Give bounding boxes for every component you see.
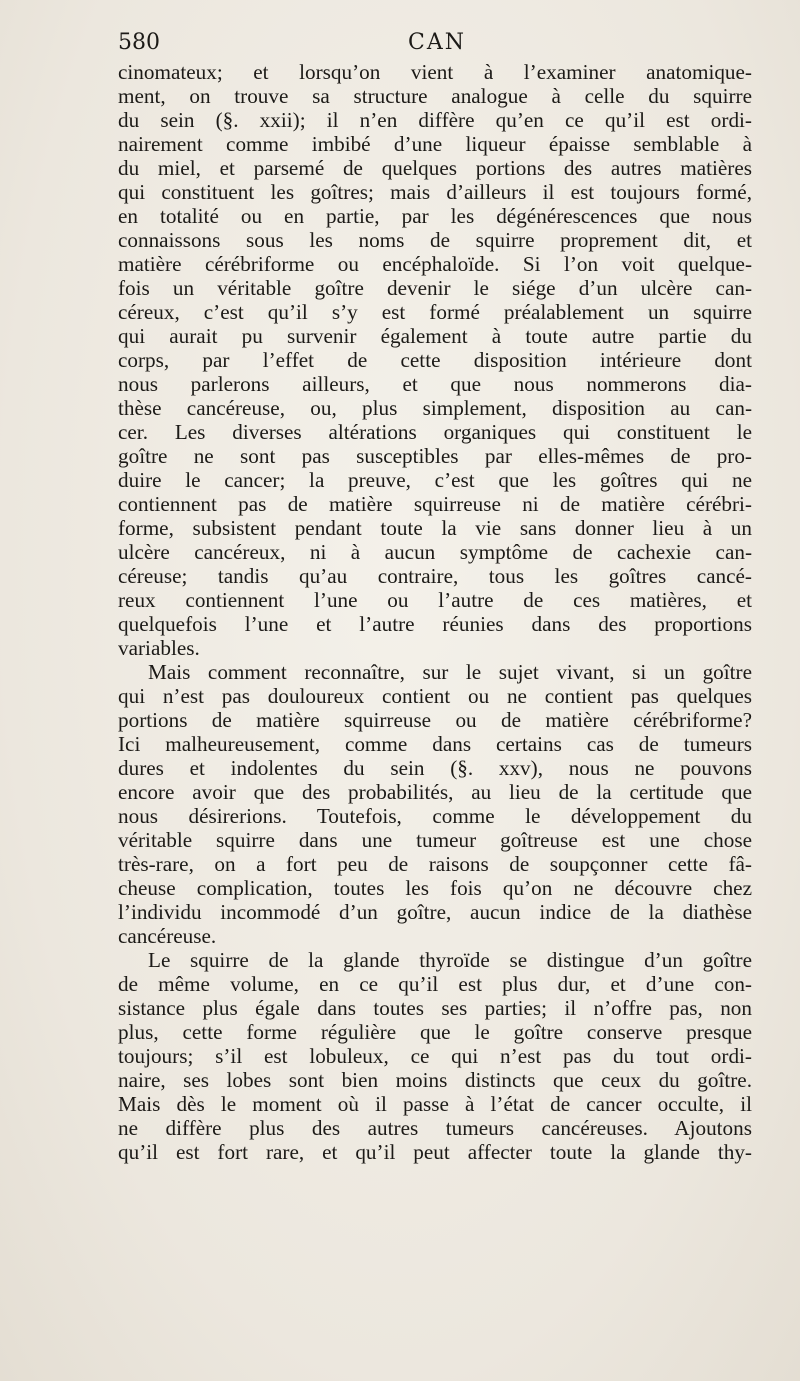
text-line: qui aurait pu survenir également à toute autre partie du [118, 324, 752, 348]
text-line: céreuse; tandis qu’au contraire, tous les goîtres cancé- [118, 564, 752, 588]
text-line: très-rare, on a fort peu de raisons de soupçonner cette fâ- [118, 852, 752, 876]
text-line: qui constituent les goîtres; mais d’ailleurs il est toujours formé, [118, 180, 752, 204]
text-line: céreux, c’est qu’il s’y est formé préalablement un squirre [118, 300, 752, 324]
text-line: reux contiennent l’une ou l’autre de ces matières, et [118, 588, 752, 612]
text-line: encore avoir que des probabilités, au lieu de la certitude que [118, 780, 752, 804]
text-line: quelquefois l’une et l’autre réunies dans des proportions [118, 612, 752, 636]
text-line: fois un véritable goître devenir le siége d’un ulcère can- [118, 276, 752, 300]
page-number: 580 [118, 30, 160, 55]
text-line: nairement comme imbibé d’une liqueur épaisse semblable à [118, 132, 752, 156]
text-line: matière cérébriforme ou encéphaloïde. Si l’on voit quelque- [118, 252, 752, 276]
text-line: connaissons sous les noms de squirre proprement dit, et [118, 228, 752, 252]
running-head: CAN [408, 30, 466, 55]
text-line: variables. [118, 636, 200, 660]
text-line: ulcère cancéreux, ni à aucun symptôme de cachexie can- [118, 540, 752, 564]
text-line: cheuse complication, toutes les fois qu’on ne découvre chez [118, 876, 752, 900]
text-line: Ici malheureusement, comme dans certains cas de tumeurs [118, 732, 752, 756]
body-text [118, 60, 752, 1164]
text-line: qu’il est fort rare, et qu’il peut affecter toute la glande thy- [118, 1140, 752, 1164]
text-line: cer. Les diverses altérations organiques qui constituent le [118, 420, 752, 444]
text-line: cancéreuse. [118, 924, 217, 948]
text-line: ne diffère plus des autres tumeurs cancéreuses. Ajoutons [118, 1116, 752, 1140]
text-line: nous parlerons ailleurs, et que nous nommerons dia- [118, 372, 752, 396]
text-line: du sein (§. xxii); il n’en diffère qu’en ce qu’il est ordi- [118, 108, 752, 132]
text-line: ment, on trouve sa structure analogue à celle du squirre [118, 84, 752, 108]
text-line: Le squirre de la glande thyroïde se distingue d’un goître [148, 948, 752, 972]
text-line: contiennent pas de matière squirreuse ni de matière cérébri- [118, 492, 752, 516]
text-line: véritable squirre dans une tumeur goîtreuse est une chose [118, 828, 752, 852]
text-line: dures et indolentes du sein (§. xxv), nous ne pouvons [118, 756, 752, 780]
text-line: cinomateux; et lorsqu’on vient à l’examiner anatomique- [118, 60, 752, 84]
text-line: corps, par l’effet de cette disposition intérieure dont [118, 348, 752, 372]
text-line: sistance plus égale dans toutes ses parties; il n’offre pas, non [118, 996, 752, 1020]
page-header [118, 30, 752, 60]
text-line: forme, subsistent pendant toute la vie sans donner lieu à un [118, 516, 752, 540]
text-line: Mais dès le moment où il passe à l’état de cancer occulte, il [118, 1092, 752, 1116]
text-line: de même volume, en ce qu’il est plus dur, et d’une con- [118, 972, 752, 996]
text-line: qui n’est pas douloureux contient ou ne contient pas quelques [118, 684, 752, 708]
text-line: plus, cette forme régulière que le goître conserve presque [118, 1020, 752, 1044]
book-page [118, 30, 752, 1164]
text-line: goître ne sont pas susceptibles par elles-mêmes de pro- [118, 444, 752, 468]
text-line: du miel, et parsemé de quelques portions des autres matières [118, 156, 752, 180]
text-line: en totalité ou en partie, par les dégénérescences que nous [118, 204, 752, 228]
text-line: Mais comment reconnaître, sur le sujet vivant, si un goître [148, 660, 752, 684]
text-line: thèse cancéreuse, ou, plus simplement, disposition au can- [118, 396, 752, 420]
text-line: nous désirerions. Toutefois, comme le développement du [118, 804, 752, 828]
text-line: naire, ses lobes sont bien moins distincts que ceux du goître. [118, 1068, 752, 1092]
text-line: duire le cancer; la preuve, c’est que les goîtres qui ne [118, 468, 752, 492]
text-line: portions de matière squirreuse ou de matière cérébriforme? [118, 708, 752, 732]
text-line: toujours; s’il est lobuleux, ce qui n’est pas du tout ordi- [118, 1044, 752, 1068]
text-line: l’individu incommodé d’un goître, aucun indice de la diathèse [118, 900, 752, 924]
